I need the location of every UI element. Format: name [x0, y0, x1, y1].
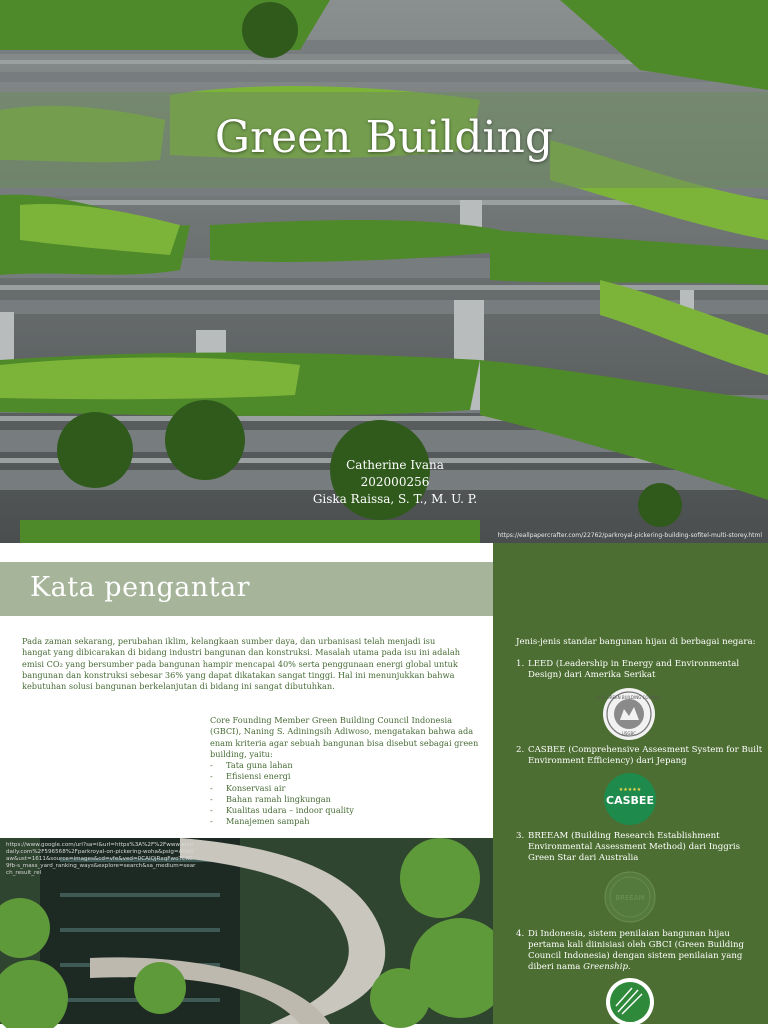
- standards-intro: Jenis-jenis standar bangunan hijau di berbagai negara:: [516, 637, 756, 647]
- criteria-paragraph: Core Founding Member Green Building Council Indonesia (GBCI), Naning S. Adiningsih Adiwoso, mengatakan bahwa ada enam kriteria agar sebuah bangunan bisa disebut sebagai green building, yaitu:: [210, 715, 479, 759]
- presentation-title: Green Building: [214, 112, 554, 163]
- logo-sub: ★★★★★: [618, 787, 642, 793]
- criteria-item: - Tata guna lahan: [210, 760, 354, 771]
- intro-paragraph: Pada zaman sekarang, perubahan iklim, kelangkaan sumber daya, dan urbanisasi telah menjadi isu hangat yang dibicarakan di bidang industri bangunan dan konstruksi. Masalah utama pada isu ini adalah emisi CO₂ yang bersumber pada bangunan hampir mencapai 40% serta penggunaan energi global untuk bangunan dan konstruksi sebesar 36% yang dapat dikatakan sangat tinggi. Hal ini menunjukkan bahwa kebutuhan solusi bangunan berkelanjutan di bidang ini sangat dibutuhkan.: [22, 636, 460, 692]
- item-text: CASBEE (Comprehensive Assesment System for Built Environment Efficiency) dari Jepang: [528, 745, 763, 766]
- lecturer-name: Giska Raissa, S. T., M. U. P.: [312, 492, 478, 506]
- logo-label: BREEAM: [615, 894, 645, 902]
- item-number: 2.: [516, 745, 525, 755]
- item-number: 3.: [516, 831, 525, 841]
- greenship-term: Greenship: [583, 962, 628, 972]
- item-text-main: Di Indonesia, sistem penilaian bangunan hijau pertama kali diinisiasi oleh GBCI (Green Building Council Indonesia) dengan sistem penilaian yang diberi nama: [528, 929, 745, 972]
- criteria-item: - Konservasi air: [210, 783, 354, 794]
- logo-label: GBCI: [625, 1018, 635, 1023]
- student-id: 202000256: [360, 475, 430, 489]
- standard-item-greenship: [516, 929, 766, 973]
- gbci-logo-icon: [604, 976, 656, 1024]
- section-heading: Kata pengantar: [30, 572, 251, 603]
- item-text: LEED (Leadership in Energy and Environmental Design) dari Amerika Serikat: [528, 659, 740, 680]
- photo-source-link[interactable]: https://www.google.com/url?sa=i&url=https%3A%2F%2Fwww.archdaily.com%2F596568%2Fparkroyal-on-pickering-woha&psig=AOvVaw&ust=1611&source=images&cd=vfe&ved=0CAIQjRxqFwoTCKC-9fb-s_mass_yard_ranking_ways&explore=search&sa_medium=search_result_rel: [6, 842, 196, 876]
- item-number: 4.: [516, 929, 525, 939]
- item-text: [516, 929, 766, 973]
- logo-label: U.S. GREEN BUILDING COUNCIL: [597, 695, 661, 700]
- item-text: BREEAM (Building Research Establishment Environmental Assessment Method) dari Inggris Green Star dari Australia: [528, 831, 740, 863]
- casbee-logo-icon: [603, 772, 657, 826]
- criteria-list: [210, 760, 354, 828]
- logo-label: CASBEE: [606, 794, 654, 807]
- standard-item-leed: [516, 659, 766, 681]
- item-text-end: .: [627, 962, 631, 972]
- image-source-link[interactable]: https://eallpapercrafter.com/22762/parkroyal-pickering-building-sofitel-multi-storey.html: [497, 532, 762, 539]
- author-block: [270, 457, 520, 508]
- usgbc-logo-icon: [597, 687, 661, 741]
- standard-item-casbee: [516, 745, 766, 767]
- criteria-item: - Bahan ramah lingkungan: [210, 794, 354, 805]
- criteria-item: - Efisiensi energi: [210, 771, 354, 782]
- breeam-logo-icon: [603, 870, 657, 924]
- logo-sub: USGBC: [621, 731, 637, 736]
- criteria-item: - Kualitas udara – indoor quality: [210, 805, 354, 816]
- criteria-item: - Manajemen sampah: [210, 816, 354, 827]
- item-number: 1.: [516, 659, 525, 669]
- author-name: Catherine Ivana: [346, 458, 444, 472]
- standard-item-breeam: [516, 831, 766, 864]
